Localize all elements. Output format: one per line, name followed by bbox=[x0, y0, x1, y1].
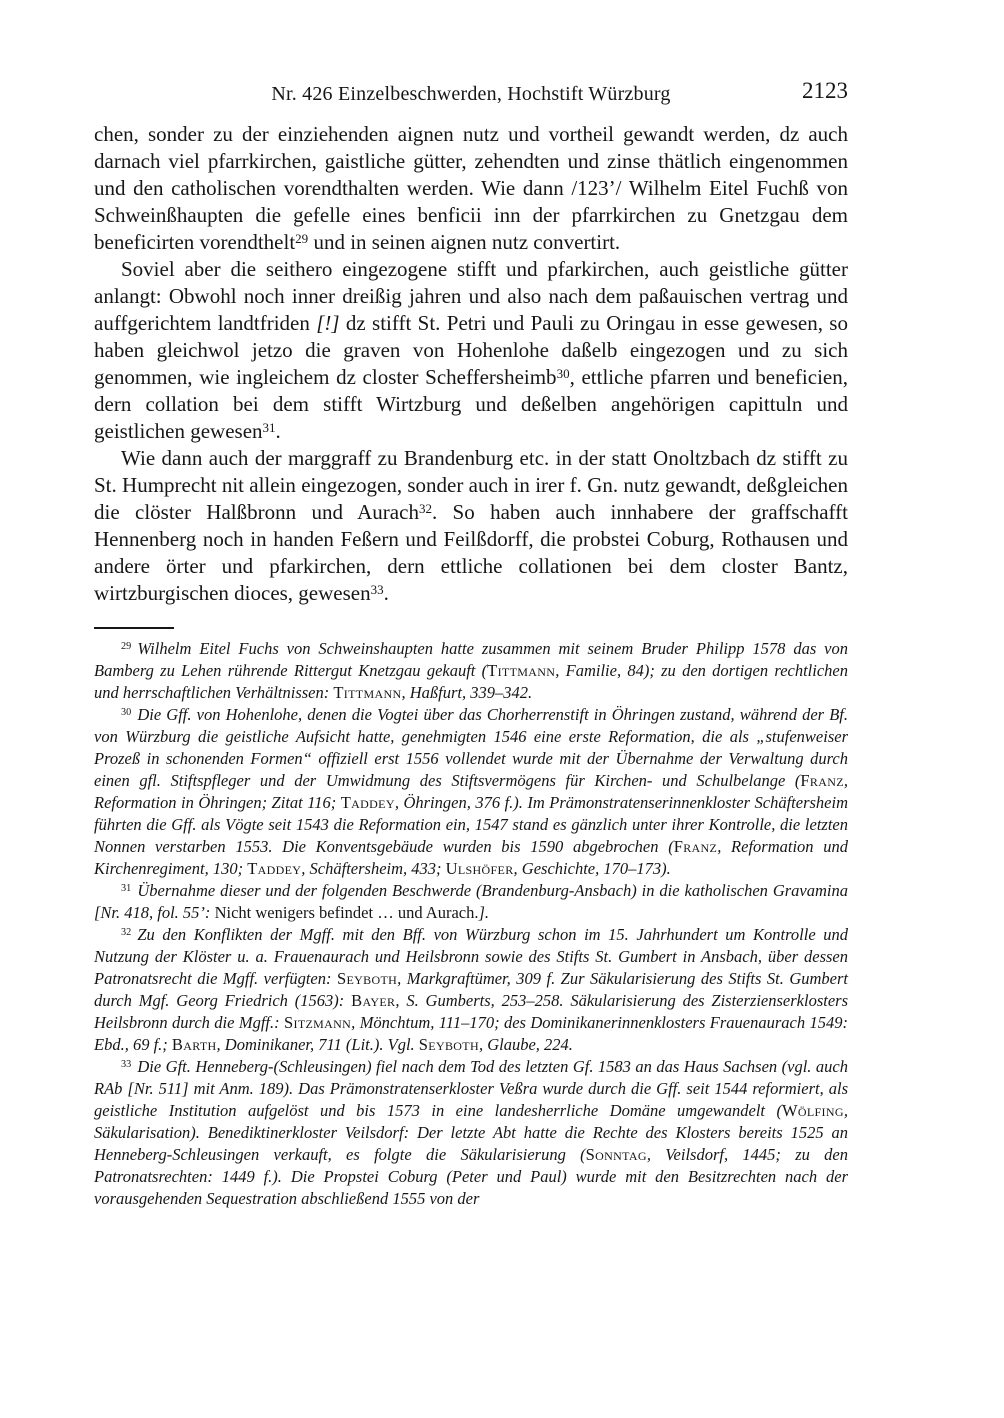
text-segment: Zu den Konflikten der Mgff. mit den Bff. von Würzburg schon im 15. Jahrhundert um Kontrolle und Nutzung der Klöster u. a. Frauenaurach und Heilsbronn sowie des Stifts St. Gumbert in Ansbach, über dessen Patronatsrecht die Mgff. verfügten: bbox=[94, 925, 848, 988]
footnote-29 bbox=[94, 638, 848, 704]
page-title: Nr. 426 Einzelbeschwerden, Hochstift Würzburg bbox=[271, 83, 671, 105]
text-segment: [!] bbox=[316, 311, 340, 335]
text-segment: , Säkularisation). Benediktinerkloster Veilsdorf: Der letzte Abt hatte die Rechte des Klosters bereits 1525 an Henneberg-Schleusingen verkauft, es folgte die Säkularisierung ( bbox=[94, 1101, 848, 1164]
text-segment: . bbox=[275, 419, 281, 443]
small-caps-name: Sitzmann bbox=[284, 1013, 352, 1032]
small-caps-name: Wölfing bbox=[781, 1101, 844, 1120]
paragraph bbox=[94, 121, 848, 256]
text-segment: . bbox=[383, 581, 389, 605]
text-segment: , Familie, 84); zu den dortigen rechtlichen und herrschaftlichen Verhältnissen: bbox=[94, 661, 848, 702]
small-caps-name: Barth bbox=[171, 1035, 217, 1054]
text-segment: , Reformation in Öhringen; Zitat 116; bbox=[94, 771, 848, 812]
text-segment: , S. Gumberts, 253–258. Säkularisierung des Zisterzienserklosters Heilsbronn durch die Mgff.: bbox=[94, 991, 849, 1032]
text-segment: chen, sonder zu der einziehenden aignen nutz und vortheil gewandt werden, dz auch darnach viel pfarrkirchen, gaistliche gütter, zehendten und zinse thätlich eingenommen und den catholischen vorendthalten werden. Wie dann /123’/ Wilhelm Eitel Fuchß von Schweinßhaupten die gefelle eines benficii inn der pfarrkirchen zu Gnetzgau dem beneficirten vorendthelt bbox=[94, 122, 848, 254]
small-caps-name: Bayer bbox=[351, 991, 396, 1010]
superscript-number: 31 bbox=[262, 419, 276, 435]
text-segment: , Veilsdorf, 1445; zu den Patronatsrechten: 1449 f.). Die Propstei Coburg (Peter und Paul) wurde mit den Besitzrechten nach der vorausgehenden Sequestration abschließend 1555 von der bbox=[94, 1145, 848, 1208]
text-segment: , Öhringen, 376 f.). Im Prämonstratenserinnenkloster Schäftersheim führten die Gff. als Vögte seit 1543 die Reformation ein, 1547 stand es gänzlich unter ihrer Kontrolle, die letzten Nonnen verstarben 1553. Die Konventsgebäude wurden bis 1590 abgebrochen ( bbox=[94, 793, 849, 856]
running-header bbox=[94, 80, 848, 108]
superscript-number: 30 bbox=[556, 365, 570, 381]
body-text bbox=[94, 121, 848, 607]
footnote-32 bbox=[94, 924, 848, 1056]
text-segment: , Reformation und Kirchenregiment, 130; bbox=[94, 837, 848, 878]
footnote-31 bbox=[94, 880, 848, 924]
paragraph bbox=[94, 445, 848, 607]
text-segment: , Schäftersheim, 433; bbox=[301, 859, 446, 878]
text-segment: Wilhelm Eitel Fuchs von Schweinshaupten hatte zusammen mit seinem Bruder Philipp 1578 das von Bamberg zu Lehen rührende Rittergut Knetzgau gekauft ( bbox=[94, 639, 848, 680]
small-caps-name: Seyboth bbox=[418, 1035, 479, 1054]
text-segment: , Glaube, 224. bbox=[478, 1035, 573, 1054]
small-caps-name: Tittmann bbox=[487, 661, 556, 680]
paragraph bbox=[94, 256, 848, 445]
superscript-number: 33 bbox=[370, 581, 384, 597]
text-segment: , Dominikaner, 711 (Lit.). Vgl. bbox=[216, 1035, 419, 1054]
text-segment: Soviel aber die seithero eingezogene stifft und pfarkirchen, auch geistliche gütter anlangt: Obwohl noch inner dreißig jahren und also nach dem paßauischen vertrag und auffgerichtem landtfriden bbox=[94, 257, 848, 335]
page-number: 2123 bbox=[802, 78, 848, 103]
text-segment: , Markgraftümer, 309 f. Zur Säkularisierung des Stifts St. Gumbert durch Mgf. Georg Friedrich (1563): bbox=[94, 969, 848, 1010]
superscript-number: 32 bbox=[121, 926, 132, 938]
superscript-number: 29 bbox=[295, 230, 309, 246]
footnote-33 bbox=[94, 1056, 848, 1210]
text-segment: , Geschichte, 170–173). bbox=[513, 859, 671, 878]
small-caps-name: Ulshöfer bbox=[445, 859, 514, 878]
text-segment: , ettliche pfarren und beneficien, dern collation bei dem stifft Wirtzburg und deßelben angehörigen capittuln und geistlichen gewesen bbox=[94, 365, 848, 443]
text-segment: Wie dann auch der marggraff zu Brandenburg etc. in der statt Onoltzbach dz stifft zu St. Humprecht nit allein eingezogen, sonder auch in irer f. Gn. nutz gewandt, deßgleichen die clöster Halßbronn und Aurach bbox=[94, 446, 848, 524]
text-segment: ]. bbox=[478, 903, 490, 922]
text-segment: Übernahme dieser und der folgenden Beschwerde (Brandenburg-Ansbach) in die katholischen Gravamina [Nr. 418, fol. 55’: bbox=[94, 881, 848, 922]
footnotes bbox=[94, 638, 848, 1210]
superscript-number: 31 bbox=[121, 882, 132, 894]
footnote-separator bbox=[94, 627, 174, 629]
small-caps-name: Seyboth bbox=[336, 969, 398, 988]
small-caps-name: Tittmann bbox=[333, 683, 402, 702]
small-caps-name: Franz bbox=[800, 771, 844, 790]
text-segment: Die Gff. von Hohenlohe, denen die Vogtei über das Chorherrenstift in Öhringen zustand, während der Bf. von Würzburg die geistliche Aufsicht hatte, genehmigten 1546 eine erste Reformation, die als „stufenweiser Prozeß in schonenden Formen“ offiziell erst 1556 vollendet wurde mit der Übernahme der Verwaltung durch einen gfl. Stiftspfleger und der Umwidmung des Stiftsvermögens für Kirchen- und Schulbelange ( bbox=[94, 705, 848, 790]
text-segment: , Haßfurt, 339–342. bbox=[401, 683, 533, 702]
small-caps-name: Sonntag bbox=[585, 1145, 647, 1164]
small-caps-name: Taddey bbox=[247, 859, 302, 878]
small-caps-name: Franz bbox=[673, 837, 718, 856]
superscript-number: 30 bbox=[121, 706, 132, 718]
footnote-30 bbox=[94, 704, 848, 880]
superscript-number: 32 bbox=[418, 500, 432, 516]
text-segment: , Mönchtum, 111–170; des Dominikanerinnenklosters Frauenaurach 1549: Ebd., 69 f.; bbox=[94, 1013, 848, 1054]
text-segment: und in seinen aignen nutz convertirt. bbox=[308, 230, 621, 254]
text-segment: dz stifft St. Petri und Pauli zu Oringau in esse gewesen, so haben gleichwol jetzo die graven von Hohenlohe daßelb eingezogen und zu sich genommen, wie ingleichem dz closter Scheffersheimb bbox=[94, 311, 848, 389]
superscript-number: 29 bbox=[121, 640, 132, 652]
text-segment: Die Gft. Henneberg-(Schleusingen) fiel nach dem Tod des letzten Gf. 1583 an das Haus Sachsen (vgl. auch RAb [Nr. 511] mit Anm. 189). Das Prämonstratenserkloster Veßra wurde durch die Gff. seit 1544 reformiert, als geistliche Institution aufgelöst und bis 1573 in eine landesherrliche Domäne umgewandelt ( bbox=[94, 1057, 848, 1120]
superscript-number: 33 bbox=[121, 1058, 132, 1070]
small-caps-name: Taddey bbox=[340, 793, 395, 812]
text-segment: Nicht wenigers befindet … und Aurach. bbox=[214, 903, 479, 922]
text-segment: . So haben auch innhabere der graffschafft Hennenberg noch in handen Feßern und Feilßdorff, die probstei Coburg, Rothausen und andere örter und pfarkirchen, dern ettliche collationen bei dem closter Bantz, wirtzburgischen dioces, gewesen bbox=[94, 500, 848, 605]
